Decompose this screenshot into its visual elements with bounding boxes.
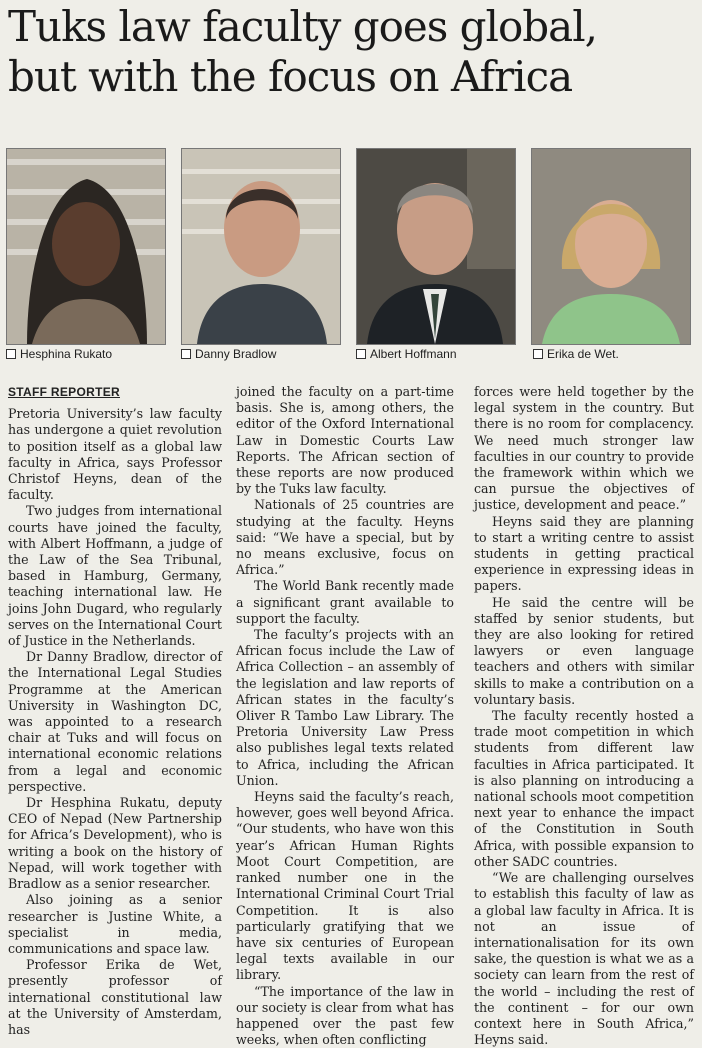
portrait-photo-1 [6,148,166,345]
caption-text: Albert Hoffmann [370,347,457,361]
photo-caption-2 [181,347,276,361]
caption-marker-icon [6,349,16,359]
headline [8,2,698,102]
caption-marker-icon [533,349,543,359]
paragraph: Nationals of 25 countries are studying at the faculty. Heyns said: “We have a special, but by no means exclusive, focus on Africa.” [236,497,454,578]
byline: STAFF REPORTER [8,385,120,399]
paragraph: The faculty recently hosted a trade moot competition in which students from different law faculties in Africa participated. It is also planning on introducing a national schools moot competition next year to enhance the impact of the Constitution in South Africa, with possible expansion to other SADC countries. [474,708,694,869]
paragraph: Dr Danny Bradlow, director of the International Legal Studies Programme at the American University in Washington DC, was appointed to a research chair at Tuks and will focus on international economic relations from a legal and economic perspective. [8,649,222,794]
caption-marker-icon [181,349,191,359]
portrait-photo-3 [356,148,516,345]
paragraph: Professor Erika de Wet, presently professor of international constitutional law at the University of Amsterdam, has [8,957,222,1037]
portrait-photo-2 [181,148,341,345]
headline-line-1: Tuks law faculty goes global, [8,2,597,51]
caption-text: Danny Bradlow [195,347,277,361]
caption-text: Erika de Wet. [547,347,619,361]
paragraph: Two judges from international courts have joined the faculty, with Albert Hoffmann, a judge of the Law of the Sea Tribunal, based in Hamburg, Germany, teaching international law. He joins John Dugard, who regularly serves on the International Court of Justice in the Netherlands. [8,503,222,649]
photo-caption-4 [533,347,619,361]
portrait-photo-4 [531,148,691,345]
photo-caption-3 [356,347,457,361]
paragraph: Also joining as a senior researcher is Justine White, a specialist in media, communications and space law. [8,892,222,956]
paragraph: Heyns said they are planning to start a writing centre to assist students in getting practical experience in expressing ideas in papers. [474,513,694,594]
paragraph: forces were held together by the legal system in the country. But there is no room for complacency. We need much stronger law faculties in our country to provide the framework within which we can pursue the objectives of justice, development and peace.” [474,384,694,513]
photo-row [6,148,696,368]
paragraph: “The importance of the law in our society is clear from what has happened over the past few weeks, when often conflicting [236,983,454,1048]
paragraph: The faculty’s projects with an African focus include the Law of Africa Collection – an assembly of the legislation and law reports of African states in the faculty’s Oliver R Tambo Law Library. The Pretoria University Law Press also publishes legal texts related to Africa, including the African Union. [236,627,454,788]
paragraph: Pretoria University’s law faculty has undergone a quiet revolution to position itself as a global law faculty in Africa, says Professor Christof Heyns, dean of the faculty. [8,406,222,503]
caption-text: Hesphina Rukato [20,347,113,361]
paragraph: joined the faculty on a part-time basis. She is, among others, the editor of the Oxford International Law in Domestic Courts Law Reports. The African section of these reports are now produced by the Tuks law faculty. [236,384,454,497]
paragraph: “We are challenging ourselves to establish this faculty of law as a global law faculty in Africa. It is not an issue of internationalisation for its own sake, the question is what we as a society can learn from the rest of the world – including the rest of the continent – for our own context here in South Africa,” Heyns said. [474,870,694,1048]
photo-caption-1 [6,347,112,361]
headline-line-2: but with the focus on Africa [8,52,573,101]
paragraph: Heyns said the faculty’s reach, however, goes well beyond Africa. “Our students, who have won this year’s African Human Rights Moot Court Competition, are ranked number one in the International Criminal Court Trial Competition. It is also particularly gratifying that we have six centuries of European legal texts available in our library. [236,789,454,983]
article-column-3 [474,384,694,1048]
paragraph: Dr Hesphina Rukatu, deputy CEO of Nepad (New Partnership for Africa’s Development), who is writing a book on the history of Nepad, will work together with Bradlow as a senior researcher. [8,795,222,892]
caption-marker-icon [356,349,366,359]
paragraph: He said the centre will be staffed by senior students, but they are also looking for retired lawyers or even language teachers and others with similar skills to make a contribution on a voluntary basis. [474,594,694,707]
paragraph: The World Bank recently made a significant grant available to support the faculty. [236,578,454,626]
article-column-2 [236,384,454,1048]
article-column-1 [8,384,222,1038]
